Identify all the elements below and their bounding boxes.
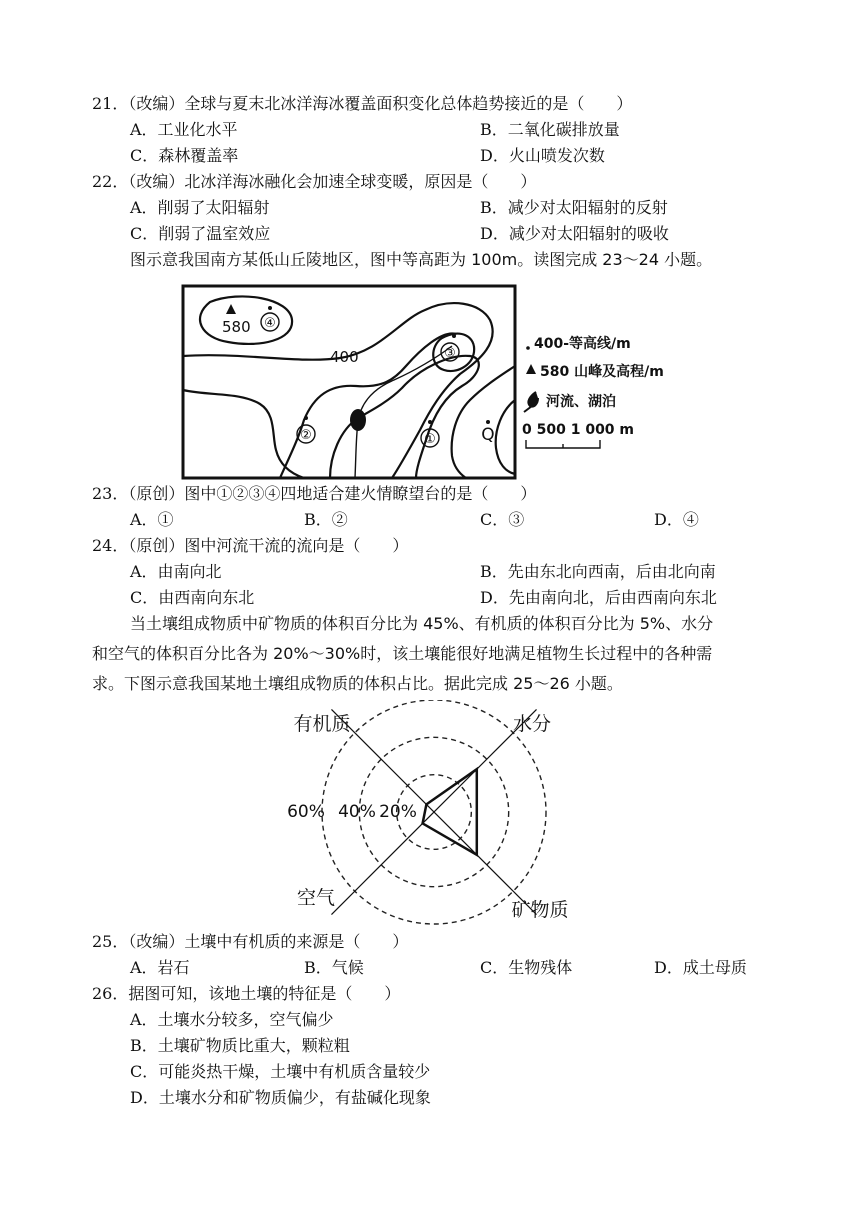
contour-east xyxy=(452,366,515,478)
q24-option-a: A．由南向北 xyxy=(130,562,222,581)
q24-option-c: C．由西南向东北 xyxy=(130,588,255,607)
contour-label-400: 400 xyxy=(330,348,359,366)
contour-map xyxy=(180,280,680,485)
intro-25-26-line2: 和空气的体积百分比各为 20%～30%时，该土壤能很好地满足植物生长过程中的各种需 xyxy=(92,644,713,663)
axis-label-organic: 有机质 xyxy=(293,713,351,735)
site-3-label: ③ xyxy=(444,346,456,361)
q24-option-d: D．先由南向北，后由西南向东北 xyxy=(480,588,717,607)
peak-triangle-icon xyxy=(226,304,236,314)
site-q-label: Q xyxy=(481,425,495,445)
q22-stem: 22．（改编）北冰洋海冰融化会加速全球变暖，原因是（ ） xyxy=(92,172,537,191)
q23-option-a: A．① xyxy=(130,510,174,529)
legend-scale: 0 500 1 000 m xyxy=(522,422,635,438)
q26-option-b: B．土壤矿物质比重大，颗粒粗 xyxy=(130,1036,350,1055)
peak-height: 580 xyxy=(222,318,251,336)
q25-option-c: C．生物残体 xyxy=(480,958,573,977)
q22-option-c: C．削弱了温室效应 xyxy=(130,224,271,243)
ring-label-20: 20% xyxy=(379,802,417,822)
q21-option-d: D．火山喷发次数 xyxy=(480,146,605,165)
map-frame xyxy=(183,286,515,478)
q23-option-d: D．④ xyxy=(654,510,699,529)
q24-option-b: B．先由东北向西南，后由北向南 xyxy=(480,562,716,581)
lake xyxy=(350,409,366,431)
ring-label-40: 40% xyxy=(338,802,376,822)
q21-option-c: C．森林覆盖率 xyxy=(130,146,239,165)
intro-25-26-line3: 求。下图示意我国某地土壤组成物质的体积占比。据此完成 25～26 小题。 xyxy=(92,674,623,693)
q26-option-c: C．可能炎热干燥，土壤中有机质含量较少 xyxy=(130,1062,431,1081)
scale-bar xyxy=(526,440,600,448)
q26-option-a: A．土壤水分较多，空气偏少 xyxy=(130,1010,334,1029)
q24-stem: 24．（原创）图中河流干流的流向是（ ） xyxy=(92,536,409,555)
site-4-label: ④ xyxy=(264,316,276,331)
contour-ridge-1 xyxy=(280,333,456,478)
q26-stem: 26．据图可知，该地土壤的特征是（ ） xyxy=(92,984,401,1003)
q25-stem: 25．（改编）土壤中有机质的来源是（ ） xyxy=(92,932,409,951)
intro-25-26-line1: 当土壤组成物质中矿物质的体积百分比为 45%、有机质的体积百分比为 5%、水分 xyxy=(130,614,714,633)
soil-composition-radar xyxy=(270,700,600,930)
q21-option-b: B．二氧化碳排放量 xyxy=(480,120,620,139)
radar-polygon xyxy=(423,769,477,855)
q22-option-b: B．减少对太阳辐射的反射 xyxy=(480,198,668,217)
axis-label-mineral: 矿物质 xyxy=(511,899,569,921)
site-1-label: ① xyxy=(424,432,436,447)
q25-option-b: B．气候 xyxy=(304,958,364,977)
q23-option-b: B．② xyxy=(304,510,348,529)
q25-option-d: D．成土母质 xyxy=(654,958,747,977)
q26-option-d: D．土壤水分和矿物质偏少，有盐碱化现象 xyxy=(130,1088,431,1107)
q22-option-d: D．减少对太阳辐射的吸收 xyxy=(480,224,669,243)
axis-label-air: 空气 xyxy=(296,887,336,909)
q22-option-a: A．削弱了太阳辐射 xyxy=(130,198,270,217)
q23-option-c: C．③ xyxy=(480,510,525,529)
legend-river: 河流、湖泊 xyxy=(546,394,616,410)
ring-label-60: 60% xyxy=(287,802,325,822)
legend-contour: 400-等高线/m xyxy=(534,336,631,352)
axis-label-water: 水分 xyxy=(512,713,552,735)
contour-east-2 xyxy=(496,400,515,474)
q23-stem: 23．（原创）图中①②③④四地适合建火情瞭望台的是（ ） xyxy=(92,484,537,503)
legend-peak: 580 山峰及高程/m xyxy=(540,364,664,380)
legend-river-icon xyxy=(524,392,538,412)
intro-23-24: 图示意我国南方某低山丘陵地区，图中等高距为 100m。读图完成 23～24 小题。 xyxy=(130,250,713,269)
q21-stem: 21．（改编）全球与夏末北冰洋海冰覆盖面积变化总体趋势接近的是（ ） xyxy=(92,94,633,113)
q25-option-a: A．岩石 xyxy=(130,958,190,977)
q21-option-a: A．工业化水平 xyxy=(130,120,238,139)
site-2-label: ② xyxy=(300,428,312,443)
legend-peak-icon xyxy=(526,364,536,374)
